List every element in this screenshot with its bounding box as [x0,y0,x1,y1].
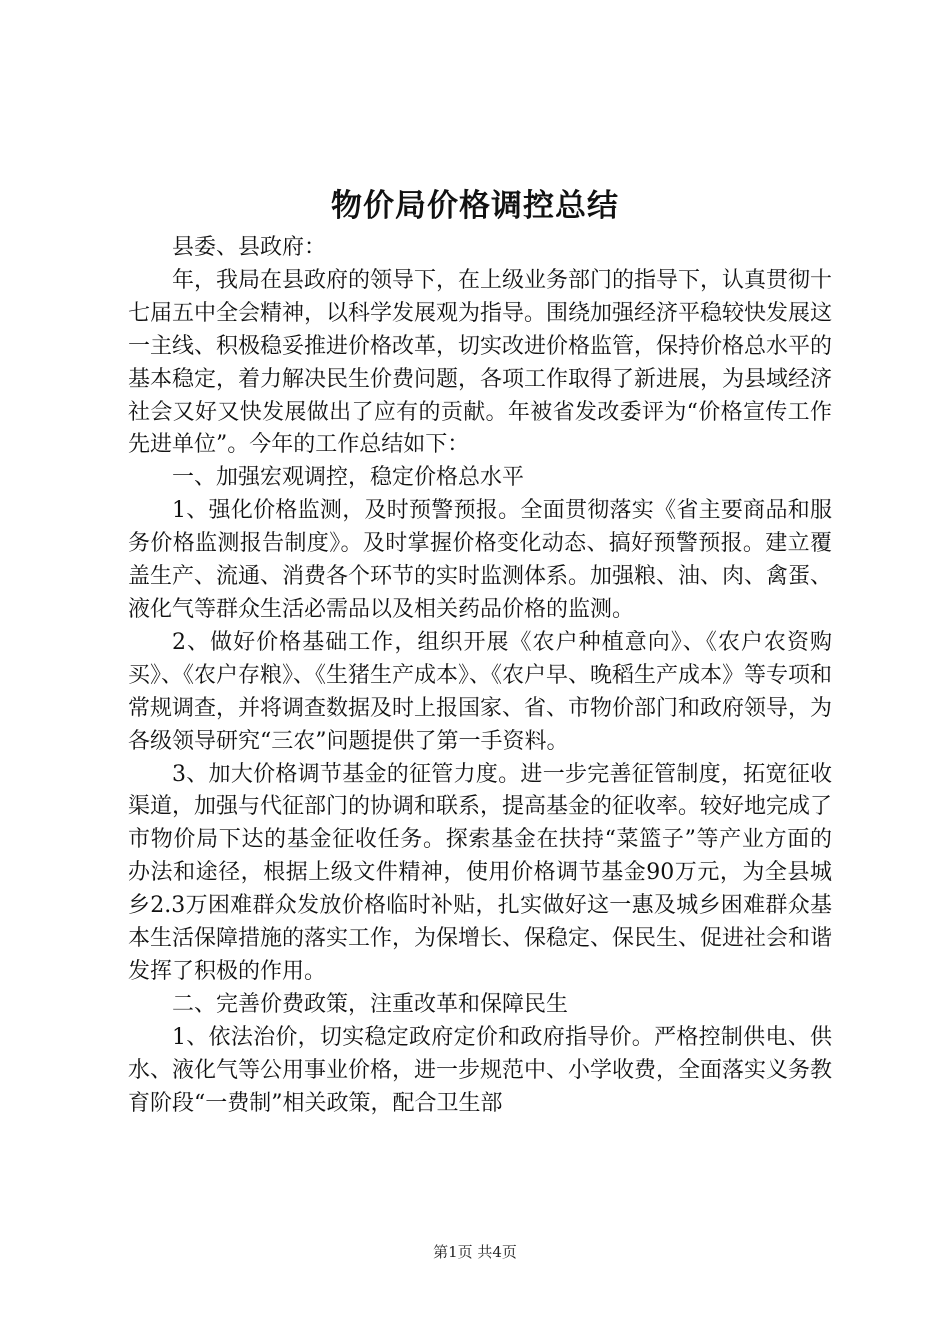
page-footer: 第1页 共4页 [433,1243,517,1261]
document-title: 物价局价格调控总结 [331,188,619,224]
section-heading-1: 一、加强宏观调控，稳定价格总水平 [172,465,525,491]
paragraph-2-1: 1、依法治价，切实稳定政府定价和政府指导价。严格控制供电、供水、液化气等公用事业价格，进一步规范中、小学收费，全面落实义务教育阶段“一费制”相关政策，配合卫生部 [128,1024,833,1116]
paragraph-intro: 年，我局在县政府的领导下，在上级业务部门的指导下，认真贯彻十七届五中全会精神，以科学发展观为指导。围绕加强经济平稳较快发展这一主线、积极稳妥推进价格改革，切实改进价格监管，保持价格总水平的基本稳定，着力解决民生价费问题，各项工作取得了新进展，为县域经济社会又好又快发展做出了应有的贡献。年被省发改委评为“价格宣传工作先进单位”。今年的工作总结如下： [128,267,833,458]
section-heading-2: 二、完善价费政策，注重改革和保障民生 [172,991,569,1017]
paragraph-1-2: 2、做好价格基础工作，组织开展《农户种植意向》、《农户农资购买》、《农户存粮》、《生猪生产成本》、《农户早、晚稻生产成本》等专项和常规调查，并将调查数据及时上报国家、省、市物价部门和政府领导，为各级领导研究“三农”问题提供了第一手资料。 [128,629,833,754]
paragraph-1-1: 1、强化价格监测，及时预警预报。全面贯彻落实《省主要商品和服务价格监测报告制度》。及时掌握价格变化动态、搞好预警预报。建立覆盖生产、流通、消费各个环节的实时监测体系。加强粮、油、肉、禽蛋、液化气等群众生活必需品以及相关药品价格的监测。 [128,498,833,622]
document-body [128,232,832,1120]
paragraph-1-3: 3、加大价格调节基金的征管力度。进一步完善征管制度，拓宽征收渠道，加强与代征部门的协调和联系，提高基金的征收率。较好地完成了市物价局下达的基金征收任务。探索基金在扶持“菜篮子”等产业方面的办法和途径，根据上级文件精神，使用价格调节基金90万元，为全县城乡2.3万困难群众发放价格临时补贴，扎实做好这一惠及城乡困难群众基本生活保障措施的落实工作，为保增长、保稳定、保民生、促进社会和谐发挥了积极的作用。 [128,761,833,984]
salutation: 县委、县政府： [172,235,327,260]
